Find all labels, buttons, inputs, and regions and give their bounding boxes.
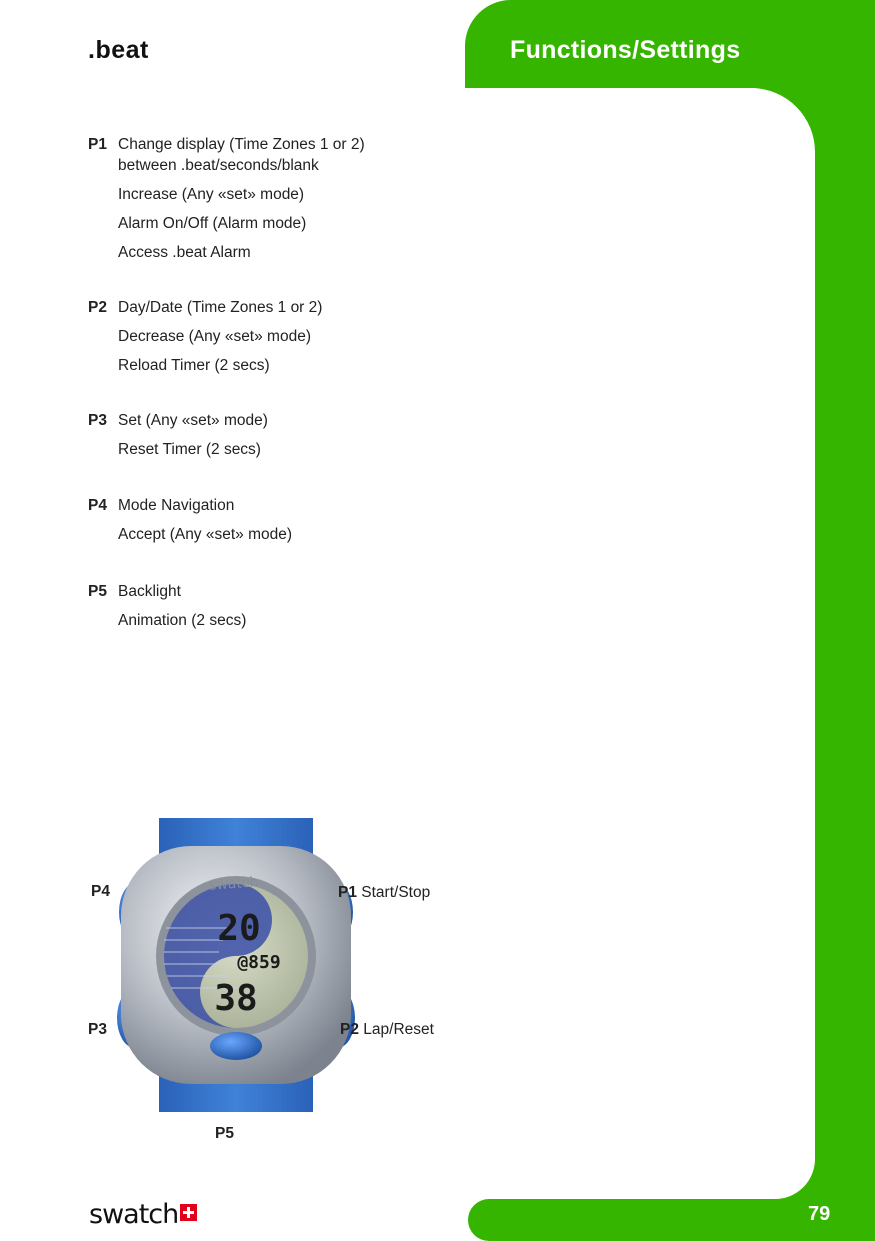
- watch-label-p2: [340, 1021, 434, 1039]
- display-bottom-digits: 38: [214, 978, 258, 1019]
- function-line: Mode Navigation: [118, 497, 235, 514]
- function-line: Access .beat Alarm: [118, 244, 251, 261]
- function-line: Backlight: [118, 583, 181, 600]
- button-key: P5: [88, 583, 107, 600]
- page-title: .beat: [88, 36, 149, 64]
- watch-label-p1: [338, 884, 430, 902]
- watch-label-p3: P3: [88, 1021, 107, 1038]
- button-key: P4: [88, 497, 107, 514]
- function-line: Accept (Any «set» mode): [118, 526, 293, 543]
- button-key: P1: [88, 136, 107, 153]
- page-number: 79: [808, 1203, 831, 1225]
- function-line: Alarm On/Off (Alarm mode): [118, 215, 307, 232]
- button-key: P3: [88, 412, 107, 429]
- button-entry-p2: [88, 297, 323, 374]
- watch-label-p5: P5: [215, 1125, 234, 1142]
- function-line: Day/Date (Time Zones 1 or 2): [118, 299, 323, 316]
- swiss-cross-icon: [180, 1204, 197, 1221]
- button-entry-p5: [88, 581, 247, 629]
- button-entry-p3: [88, 410, 268, 458]
- function-line: Set (Any «set» mode): [118, 412, 268, 429]
- function-line: Reset Timer (2 secs): [118, 441, 261, 458]
- watch-label-p1-text: Start/Stop: [361, 884, 431, 901]
- watch-label-p2-key: P2: [340, 1021, 359, 1038]
- function-line: Increase (Any «set» mode): [118, 186, 305, 203]
- display-top-digits: 20: [217, 908, 261, 949]
- button-key: P2: [88, 299, 107, 316]
- button-entry-p4: [88, 495, 293, 543]
- watch-label-p2-text: Lap/Reset: [363, 1021, 434, 1038]
- watch-illustration: [111, 818, 361, 1112]
- watch-label-p4: P4: [91, 883, 110, 900]
- function-line: Decrease (Any «set» mode): [118, 328, 311, 345]
- function-line: Animation (2 secs): [118, 612, 247, 629]
- function-line: Reload Timer (2 secs): [118, 357, 270, 374]
- function-line: between .beat/seconds/blank: [118, 157, 319, 174]
- button-p5-shape: [210, 1032, 262, 1060]
- function-line: Change display (Time Zones 1 or 2): [118, 136, 365, 153]
- watch-label-p1-key: P1: [338, 884, 357, 901]
- display-mid-digits: @859: [237, 952, 281, 973]
- watch-brand: swatch: [208, 874, 259, 894]
- button-entry-p1: [88, 134, 365, 261]
- swatch-logo: swatch: [89, 1199, 179, 1230]
- section-title: Functions/Settings: [510, 36, 741, 64]
